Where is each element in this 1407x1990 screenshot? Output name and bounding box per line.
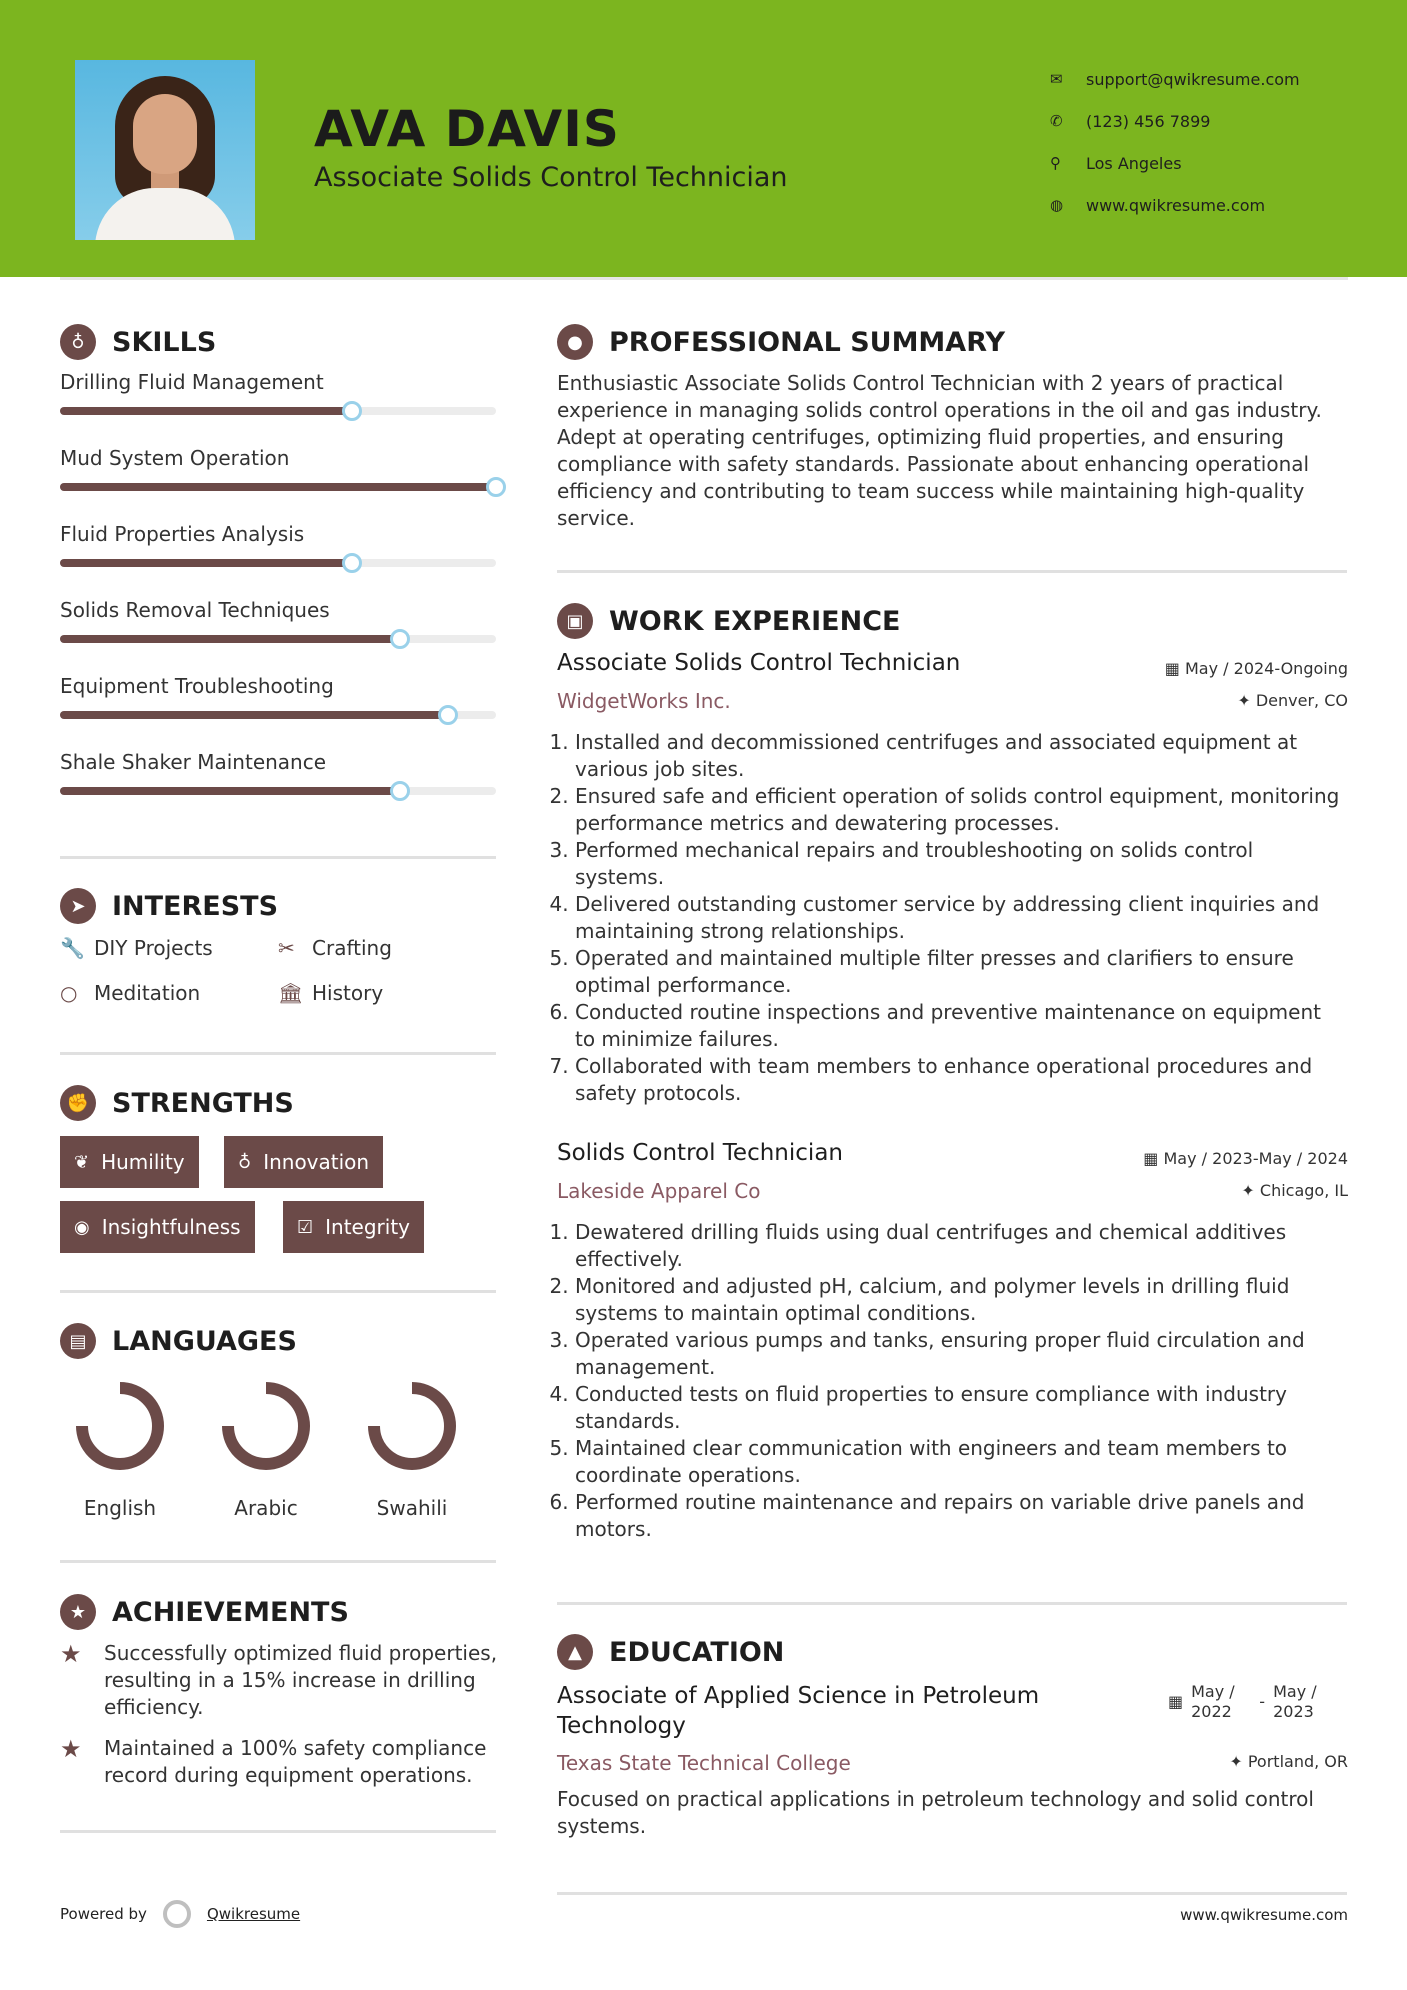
calendar-icon: ▦ xyxy=(1164,659,1185,678)
skill-label: Equipment Troubleshooting xyxy=(60,674,334,698)
skill-bar-fill xyxy=(60,559,352,567)
language-ring xyxy=(216,1376,316,1476)
language-item xyxy=(352,1376,472,1520)
profile-photo xyxy=(75,60,255,240)
achievement-item: ★ Maintained a 100% safety compliance record during equipment operations. xyxy=(60,1735,487,1787)
strength-tag: ❦ Humility xyxy=(60,1136,199,1188)
check-square-icon: ☑ xyxy=(297,1216,314,1238)
divider xyxy=(60,1830,496,1833)
divider xyxy=(557,570,1347,573)
strength-tag: ☑ Integrity xyxy=(283,1201,424,1253)
list-item: 6. Performed routine maintenance and repairs on variable drive panels and motors. xyxy=(575,1489,1347,1543)
lightbulb-icon: ♁ xyxy=(60,324,96,360)
skill-bar-fill xyxy=(60,787,400,795)
skill-item xyxy=(60,370,496,394)
job-dates: ▦ May / 2023-May / 2024 xyxy=(1143,1149,1348,1168)
degree-title: Associate of Applied Science in Petroleum Technology xyxy=(557,1683,1040,1739)
lightbulb-icon: ♁ xyxy=(238,1151,252,1173)
circle-icon: ○ xyxy=(60,981,78,1005)
skill-bar xyxy=(60,711,496,719)
interest-item: 🔧 DIY Projects xyxy=(60,936,213,960)
list-item: 1. Dewatered drilling fluids using dual centrifuges and chemical additives effectively. xyxy=(575,1219,1347,1273)
skill-bar xyxy=(60,407,496,415)
skill-label: Mud System Operation xyxy=(60,446,290,470)
interest-item: ○ Meditation xyxy=(60,981,201,1005)
skill-bar-fill xyxy=(60,711,448,719)
footer-powered-by: Powered by Qwikresume xyxy=(60,1900,300,1928)
briefcase-icon: ▣ xyxy=(557,603,593,639)
job-company: Lakeside Apparel Co xyxy=(557,1179,761,1203)
job-title: Associate Solids Control Technician xyxy=(557,650,961,676)
divider xyxy=(60,1052,496,1055)
skill-bar xyxy=(60,635,496,643)
graduation-icon: ▲ xyxy=(557,1634,593,1670)
globe-icon: ◍ xyxy=(1050,196,1064,214)
user-icon: ● xyxy=(557,324,593,360)
scissors-icon: ✂ xyxy=(278,936,295,960)
skill-bar-fill xyxy=(60,407,352,415)
star-badge-icon: ★ xyxy=(60,1594,96,1630)
strength-tag: ♁ Innovation xyxy=(224,1136,383,1188)
list-item: 5. Maintained clear communication with engineers and team members to coordinate operations. xyxy=(575,1435,1347,1489)
job-location: ✦ Denver, CO xyxy=(1237,691,1348,710)
language-label: English xyxy=(83,1496,157,1520)
achievements-heading: ★ ACHIEVEMENTS xyxy=(60,1594,349,1630)
divider xyxy=(557,1602,1347,1605)
interests-heading: ➤ INTERESTS xyxy=(60,888,278,924)
interest-item: 🏛 History xyxy=(278,981,384,1005)
skill-bar-fill xyxy=(60,483,496,491)
language-item xyxy=(206,1376,326,1520)
skill-label: Drilling Fluid Management xyxy=(60,370,324,394)
list-item: 3. Operated various pumps and tanks, ensuring proper fluid circulation and management. xyxy=(575,1327,1347,1381)
job-company: WidgetWorks Inc. xyxy=(557,689,731,713)
candidate-title: Associate Solids Control Technician xyxy=(314,162,788,193)
list-item: 3. Performed mechanical repairs and troubleshooting on solids control systems. xyxy=(575,837,1347,891)
summary-heading: ● PROFESSIONAL SUMMARY xyxy=(557,324,1005,360)
skill-item xyxy=(60,674,496,698)
school-name: Texas State Technical College xyxy=(557,1751,851,1775)
contact-email[interactable]: ✉ support@qwikresume.com xyxy=(1050,69,1300,89)
skill-item xyxy=(60,598,496,622)
languages-heading: ▤ LANGUAGES xyxy=(60,1323,297,1359)
skill-bar-knob xyxy=(438,705,458,725)
list-item: 5. Operated and maintained multiple filter presses and clarifiers to ensure optimal performance. xyxy=(575,945,1347,999)
star-icon: ★ xyxy=(60,1640,82,1668)
skill-item xyxy=(60,522,496,546)
language-ring-arc xyxy=(374,1388,450,1464)
qwikresume-logo-icon xyxy=(163,1900,191,1928)
divider xyxy=(60,1560,496,1563)
resume-header xyxy=(0,0,1407,277)
job-bullets xyxy=(557,729,1347,1107)
header-divider xyxy=(60,277,1348,280)
skill-item xyxy=(60,446,496,470)
skill-bar xyxy=(60,787,496,795)
divider xyxy=(60,1290,496,1293)
pin-icon: ✦ xyxy=(1229,1752,1248,1771)
list-item: 7. Collaborated with team members to enhance operational procedures and safety protocols. xyxy=(575,1053,1347,1107)
language-icon: ▤ xyxy=(60,1323,96,1359)
pin-icon: ✦ xyxy=(1237,691,1256,710)
language-label: Arabic xyxy=(234,1496,298,1520)
pin-icon: ✦ xyxy=(1241,1181,1260,1200)
interest-item: ✂ Crafting xyxy=(278,936,392,960)
skill-bar-knob xyxy=(342,401,362,421)
envelope-icon: ✉ xyxy=(1050,70,1063,88)
summary-text: Enthusiastic Associate Solids Control Technician with 2 years of practical experience in managing solids control operations in the oil and gas industry. Adept at operating centrifuges, optimizing fluid properties, and ensuring compliance with safety standards. Passionate about enhancing operational efficiency and contributing to team success while maintaining high-quality service. xyxy=(557,371,1322,530)
skill-bar-knob xyxy=(342,553,362,573)
list-item: 2. Monitored and adjusted pH, calcium, and polymer levels in drilling fluid systems to maintain optimal conditions. xyxy=(575,1273,1347,1327)
skill-label: Fluid Properties Analysis xyxy=(60,522,305,546)
contact-website[interactable]: ◍ www.qwikresume.com xyxy=(1050,195,1266,215)
wrench-icon: 🔧 xyxy=(60,936,85,960)
education-text: Focused on practical applications in petroleum technology and solid control systems. xyxy=(557,1787,1314,1838)
leaf-icon: ❦ xyxy=(74,1151,90,1173)
list-item: 4. Delivered outstanding customer service by addressing client inquiries and maintaining strong relationships. xyxy=(575,891,1347,945)
skill-bar-knob xyxy=(390,629,410,649)
language-item xyxy=(60,1376,180,1520)
list-item: 6. Conducted routine inspections and preventive maintenance on equipment to minimize failures. xyxy=(575,999,1347,1053)
work-heading: ▣ WORK EXPERIENCE xyxy=(557,603,900,639)
paper-plane-icon: ➤ xyxy=(60,888,96,924)
contact-list xyxy=(1050,58,1300,226)
candidate-name: AVA DAVIS xyxy=(314,100,620,158)
contact-phone[interactable]: ✆ (123) 456 7899 xyxy=(1050,111,1211,131)
skill-label: Shale Shaker Maintenance xyxy=(60,750,327,774)
skill-bar xyxy=(60,483,496,491)
qwikresume-link[interactable]: Qwikresume xyxy=(206,1905,301,1923)
calendar-icon: ▦ xyxy=(1168,1692,1184,1711)
language-ring-arc xyxy=(82,1388,158,1464)
job-dates: ▦ May / 2024-Ongoing xyxy=(1164,659,1348,678)
star-icon: ★ xyxy=(60,1735,82,1763)
education-location: ✦ Portland, OR xyxy=(1229,1752,1348,1771)
skills-heading: ♁ SKILLS xyxy=(60,324,216,360)
education-dates: ▦ May / 2022 - May / 2023 xyxy=(1168,1682,1317,1721)
divider xyxy=(60,856,496,859)
strengths-heading: ✊ STRENGTHS xyxy=(60,1085,294,1121)
strength-tag: ◉ Insightfulness xyxy=(60,1201,255,1253)
contact-location: ⚲ Los Angeles xyxy=(1050,153,1182,173)
achievement-item: ★ Successfully optimized fluid properties, resulting in a 15% increase in drilling efficiency. xyxy=(60,1640,498,1719)
job-title: Solids Control Technician xyxy=(557,1140,843,1166)
skill-item xyxy=(60,750,496,774)
language-ring xyxy=(70,1376,170,1476)
list-item: 2. Ensured safe and efficient operation of solids control equipment, monitoring performance metrics and dewatering processes. xyxy=(575,783,1347,837)
language-ring-arc xyxy=(228,1388,304,1464)
list-item: 1. Installed and decommissioned centrifuges and associated equipment at various job sites. xyxy=(575,729,1347,783)
eye-icon: ◉ xyxy=(74,1216,90,1238)
job-location: ✦ Chicago, IL xyxy=(1241,1181,1348,1200)
job-bullets xyxy=(557,1219,1347,1543)
skill-bar-fill xyxy=(60,635,400,643)
skill-bar-knob xyxy=(390,781,410,801)
map-pin-icon: ⚲ xyxy=(1050,154,1061,172)
museum-icon: 🏛 xyxy=(278,981,304,1005)
education-heading: ▲ EDUCATION xyxy=(557,1634,784,1670)
divider xyxy=(557,1892,1347,1895)
phone-icon: ✆ xyxy=(1050,112,1063,130)
language-ring xyxy=(362,1376,462,1476)
footer-url[interactable]: www.qwikresume.com xyxy=(1180,1906,1348,1924)
fist-icon: ✊ xyxy=(60,1085,96,1121)
skill-bar xyxy=(60,559,496,567)
skill-bar-knob xyxy=(486,477,506,497)
calendar-icon: ▦ xyxy=(1143,1149,1164,1168)
list-item: 4. Conducted tests on fluid properties to ensure compliance with industry standards. xyxy=(575,1381,1347,1435)
language-label: Swahili xyxy=(376,1496,448,1520)
skill-label: Solids Removal Techniques xyxy=(60,598,330,622)
